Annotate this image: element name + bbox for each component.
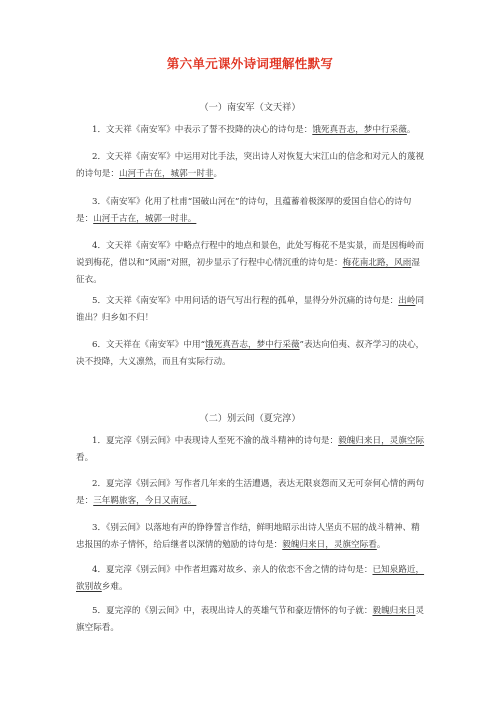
question-2-3: 3．《别云间》以落地有声的铮铮誓言作结，鲜明地昭示出诗人坚贞不屈的战斗精神、精 忠报国的赤子情怀，给后继者以深情的勉励的诗句是：毅魄归来日，灵旗空际看。	[76, 523, 420, 550]
question-2-5: 5．夏完淳的《别云间》中，表现出诗人的英雄气节和豪迈情怀的句子就：毅魄归来日灵旗空际看。	[76, 606, 425, 633]
question-1-4: 4．文天祥《南安军》中略点行程中的地点和景色，此处写梅花不是实景，而是因梅岭而 说到梅花，借以和“风雨”对照，初步显示了行程中心情沉重的诗句是：梅花南北路，风雨湿征衣。	[76, 241, 425, 285]
answer: 出岭	[398, 296, 416, 306]
question-2-1: 1．夏完淳《别云间》中表现诗人至死不渝的战斗精神的诗句是：毅魄归来日，灵旗空际看。	[76, 436, 425, 463]
answer: 三年羁旅客，今日又南冠。	[93, 496, 197, 506]
answer: 毅魄归来日	[372, 606, 416, 616]
answer: 毅魄归来日，灵旗空际看	[282, 540, 377, 550]
question-2-2: 2．夏完淳《别云间》写作者几年来的生活遭遇，表达无限哀怨而又无可奈何心情的两句 是：三年羁旅客，今日又南冠。	[76, 479, 425, 506]
question-1-1: 1．文天祥《南安军》中表示了誓不投降的决心的诗句是：饿死真吾志，梦中行采薇。	[92, 125, 416, 135]
question-1-6: 6．文天祥在《南安军》中用“饿死真吾志，梦中行采薇”表达向伯夷、叔齐学习的决心，决不投降，大义凛然，而且有实际行动。	[76, 340, 425, 367]
answer: 山河千古在，城郭一时非。	[93, 214, 197, 224]
answer: 饿死真吾志，梦中行采薇	[312, 125, 407, 135]
page-title: 第六单元课外诗词理解性默写	[166, 56, 334, 71]
answer: 梅花南北路，风雨	[342, 258, 412, 268]
section-heading-2: （二）别云间（夏完淳）	[199, 413, 301, 424]
question-1-2: 2．文天祥《南安军》中运用对比手法，突出诗人对恢复大宋江山的信念和对元人的蔑视 的诗句是：山河千古在，城郭一时非。	[76, 152, 425, 179]
answer: 已知泉路近，欲别故	[76, 565, 425, 592]
answer: 毅魄归来日，灵旗空际	[338, 436, 425, 446]
question-2-4: 4．夏完淳《别云间》中作者坦露对故乡、亲人的依恋不舍之情的诗句是：已知泉路近，欲别故乡难。	[76, 565, 425, 592]
answer: 饿死真吾志，梦中行采薇	[205, 340, 300, 350]
answer: 山河千古在，城郭一时非	[118, 169, 214, 179]
question-1-3: 3．《南安军》化用了杜甫“国破山河在”的诗句，且蕴蓄着极深厚的爱国自信心的诗句 是：山河千古在，城郭一时非。	[76, 197, 412, 224]
question-1-5: 5．文天祥《南安军》中用问话的语气写出行程的孤单，显得分外沉痛的诗句是：出岭同谁出？归乡如不归！	[76, 296, 425, 323]
section-heading-1: （一）南安军（文天祥）	[199, 102, 301, 113]
